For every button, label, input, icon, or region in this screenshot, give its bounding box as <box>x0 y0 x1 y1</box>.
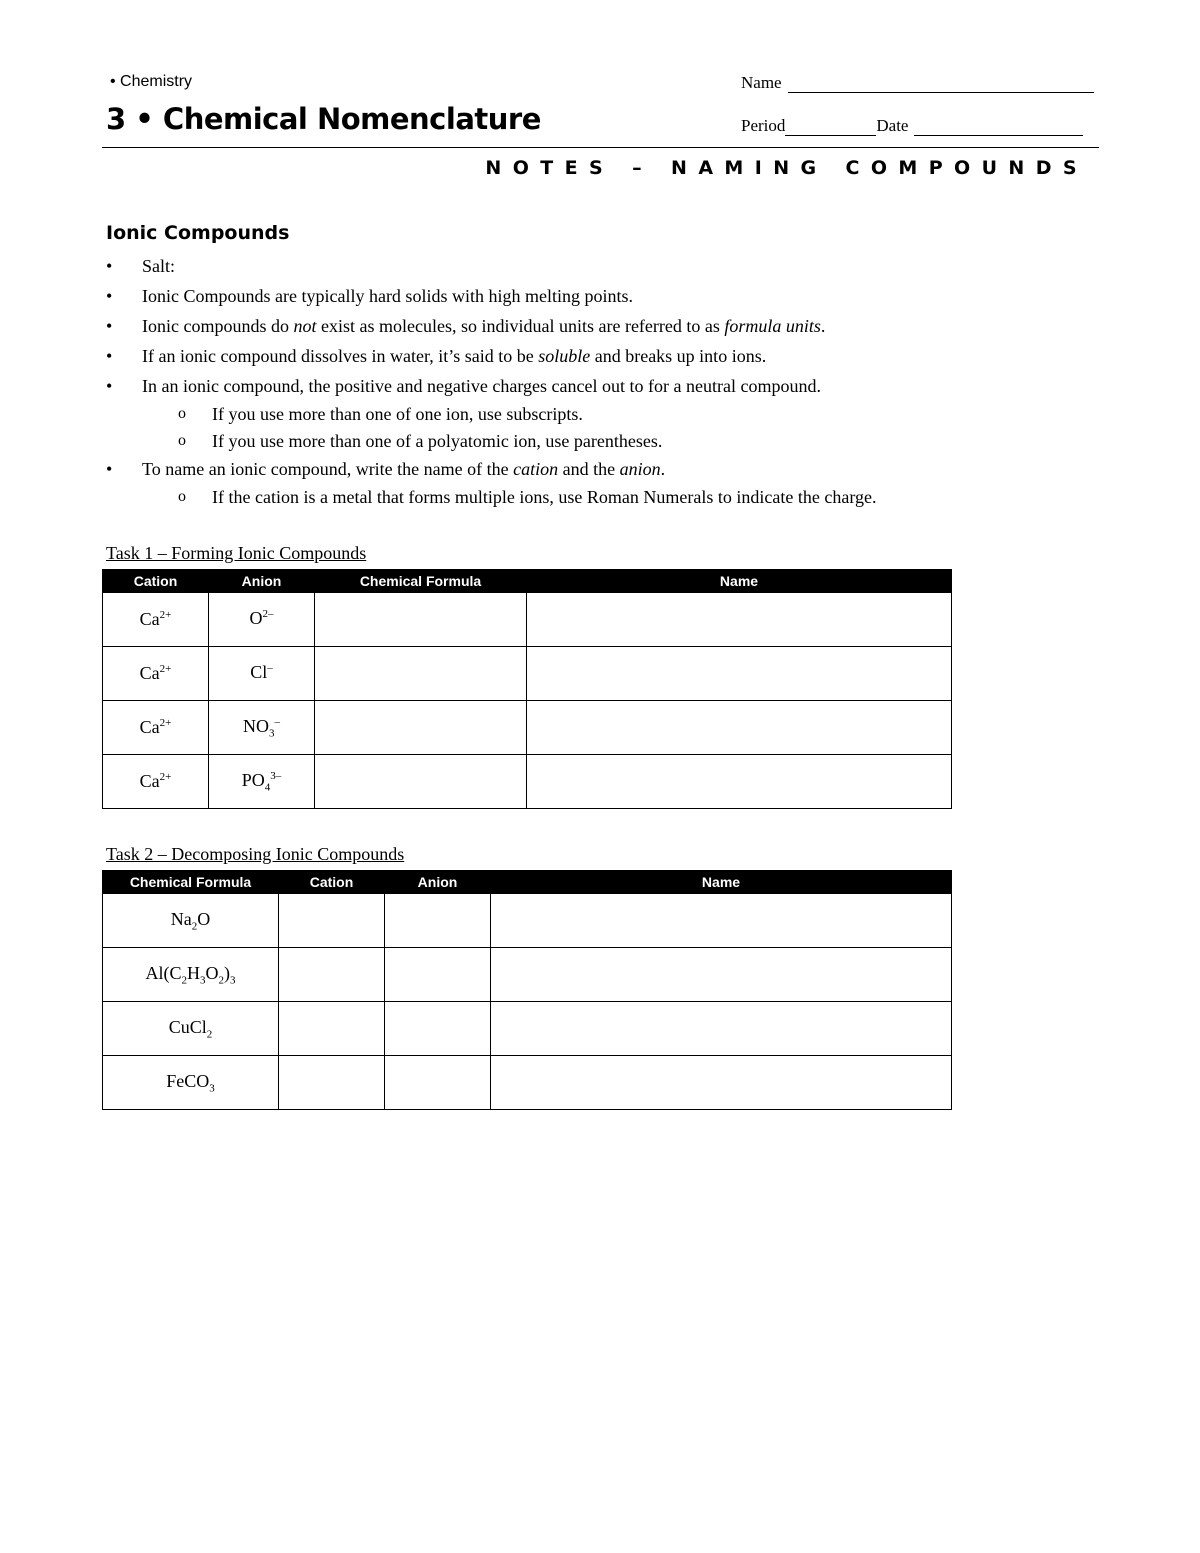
name-answer-cell[interactable] <box>491 1002 952 1056</box>
formula-cell: $Al(C_2H_3O_2)_3$ <box>103 948 279 1002</box>
bullet-dot: • <box>106 286 113 306</box>
column-header: Chemical Formula <box>315 570 527 593</box>
cation-cell: $Ca^{2+}$ <box>103 647 209 701</box>
anion-answer-cell[interactable] <box>385 894 491 948</box>
anion-answer-cell[interactable] <box>385 1002 491 1056</box>
table-row <box>103 1002 952 1056</box>
bullet-dot: • <box>106 376 113 396</box>
period-blank[interactable] <box>785 119 876 136</box>
column-header: Name <box>527 570 952 593</box>
formula-cell: FeCO$_3$ <box>103 1056 279 1110</box>
formula-answer-cell[interactable] <box>315 755 527 809</box>
name-answer-cell[interactable] <box>527 593 952 647</box>
bullet-dot: • <box>106 256 113 276</box>
period-label: Period <box>741 116 786 135</box>
sub-bullet-glyph: o <box>178 432 186 449</box>
notes-heading: NOTES – NAMING COMPOUNDS <box>485 157 1088 179</box>
bullet-text: Ionic compounds do not exist as molecules, so individual units are referred to as formula units. <box>142 316 826 336</box>
name-answer-cell[interactable] <box>491 894 952 948</box>
table-header-row <box>103 871 952 894</box>
cation-answer-cell[interactable] <box>279 1056 385 1110</box>
name-answer-cell[interactable] <box>527 755 952 809</box>
table-row <box>103 701 952 755</box>
sub-bullet-glyph: o <box>178 488 186 505</box>
name-answer-cell[interactable] <box>491 948 952 1002</box>
table-row <box>103 948 952 1002</box>
sub-bullet-glyph: o <box>178 405 186 422</box>
header-divider <box>102 147 1099 148</box>
cation-answer-cell[interactable] <box>279 1002 385 1056</box>
name-field <box>741 73 1094 93</box>
bullet-dot: • <box>106 459 113 479</box>
task2-heading: Task 2 – Decomposing Ionic Compounds <box>106 844 405 864</box>
date-label: Date <box>876 116 909 135</box>
name-blank[interactable] <box>788 76 1094 93</box>
date-blank[interactable] <box>914 119 1083 136</box>
cation-answer-cell[interactable] <box>279 948 385 1002</box>
task1-table <box>102 569 952 809</box>
section-heading: Ionic Compounds <box>106 222 290 244</box>
formula-answer-cell[interactable] <box>315 701 527 755</box>
column-header: Cation <box>103 570 209 593</box>
table-row <box>103 894 952 948</box>
anion-cell: $NO_3^-$ <box>209 701 315 755</box>
column-header: Cation <box>279 871 385 894</box>
course-label: • Chemistry <box>110 73 193 90</box>
table-header-row <box>103 570 952 593</box>
bullet-text: If the cation is a metal that forms multiple ions, use Roman Numerals to indicate the charge. <box>212 487 877 507</box>
bullet-text: Ionic Compounds are typically hard solids with high melting points. <box>142 286 633 306</box>
bullet-text: To name an ionic compound, write the name of the cation and the anion. <box>142 459 666 479</box>
bullet-dot: • <box>106 346 113 366</box>
column-header: Name <box>491 871 952 894</box>
name-label: Name <box>741 73 782 92</box>
bullet-dot: • <box>106 316 113 336</box>
task1-heading: Task 1 – Forming Ionic Compounds <box>106 543 367 563</box>
name-answer-cell[interactable] <box>527 647 952 701</box>
cation-cell: $Ca^{2+}$ <box>103 755 209 809</box>
bullet-text: Salt: <box>142 256 176 276</box>
bullet-text: If you use more than one of one ion, use subscripts. <box>212 404 583 424</box>
anion-cell: $O^{2-}$ <box>209 593 315 647</box>
anion-answer-cell[interactable] <box>385 1056 491 1110</box>
task2-table <box>102 870 952 1110</box>
formula-answer-cell[interactable] <box>315 593 527 647</box>
anion-cell: Cl– <box>209 647 315 701</box>
name-answer-cell[interactable] <box>527 701 952 755</box>
column-header: Anion <box>209 570 315 593</box>
anion-answer-cell[interactable] <box>385 948 491 1002</box>
bullet-list <box>106 255 1106 515</box>
bullet-text: If an ionic compound dissolves in water, it’s said to be soluble and breaks up into ions. <box>142 346 767 366</box>
formula-answer-cell[interactable] <box>315 647 527 701</box>
table-row <box>103 1056 952 1110</box>
name-answer-cell[interactable] <box>491 1056 952 1110</box>
anion-cell: $PO_4^{3-}$ <box>209 755 315 809</box>
period-date-field <box>741 116 1083 136</box>
formula-cell: $Na_2O$ <box>103 894 279 948</box>
page-title: 3 • Chemical Nomenclature <box>106 102 541 136</box>
formula-cell: CuCl$_2$ <box>103 1002 279 1056</box>
table-row <box>103 593 952 647</box>
bullet-text: If you use more than one of a polyatomic ion, use parentheses. <box>212 431 663 451</box>
cation-cell: $Ca^{2+}$ <box>103 701 209 755</box>
bullet-text: In an ionic compound, the positive and negative charges cancel out to for a neutral compound. <box>142 376 821 396</box>
cation-answer-cell[interactable] <box>279 894 385 948</box>
column-header: Chemical Formula <box>103 871 279 894</box>
cation-cell: $Ca^{2+}$ <box>103 593 209 647</box>
column-header: Anion <box>385 871 491 894</box>
table-row <box>103 755 952 809</box>
table-row <box>103 647 952 701</box>
